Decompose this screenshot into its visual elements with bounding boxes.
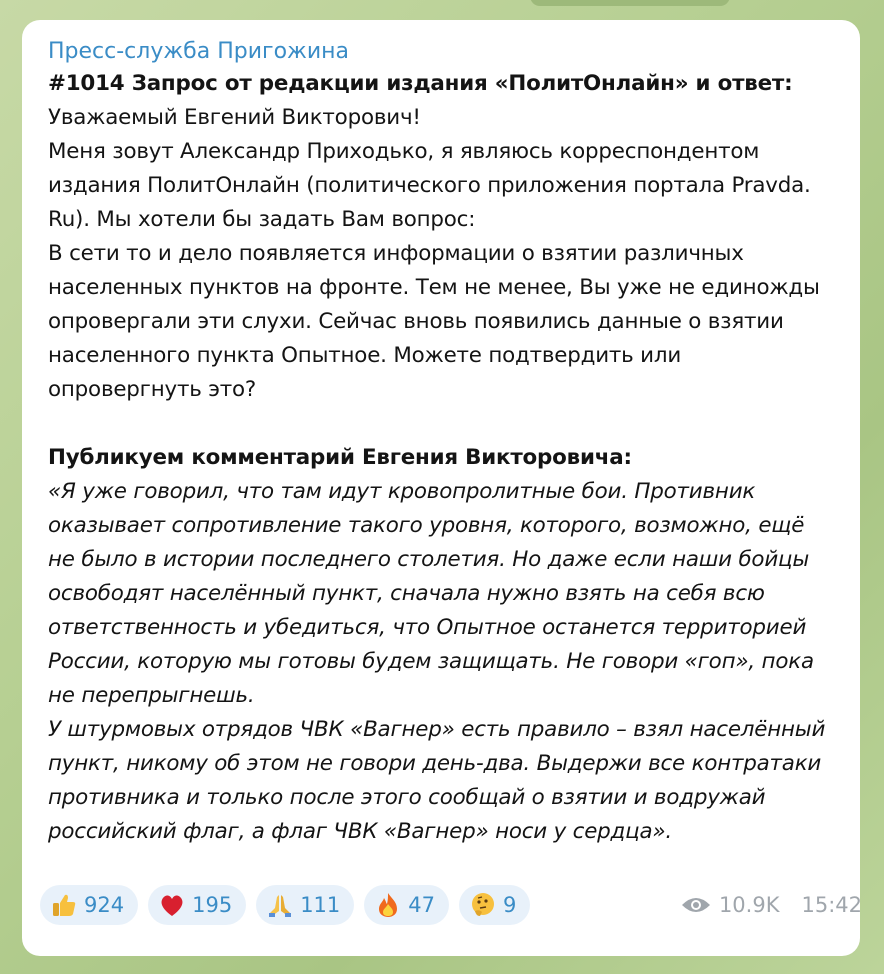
reaction-count: 111: [300, 893, 341, 917]
reaction-count: 47: [408, 893, 436, 917]
eye-icon: [681, 895, 711, 915]
message-bubble: [22, 20, 860, 956]
paragraph-spacer: [48, 407, 834, 441]
message-meta: [681, 893, 862, 917]
comment-heading: Публикуем комментарий Евгения Викторовича:: [48, 445, 632, 470]
channel-name[interactable]: Пресс-служба Пригожина: [48, 39, 350, 64]
reaction-thumbs-up[interactable]: [40, 885, 138, 925]
reaction-praying-hands[interactable]: [256, 885, 354, 925]
praying-hands-icon: [266, 891, 294, 919]
post-question: В сети то и дело появляется информации о взятии различных населенных пунктов на фронте. Тем не менее, Вы уже не единожды опровергали эти слухи. Сейчас вновь появились данные о взятии населенного пункта Опытное. Можете подтвердить или опровергнуть это?: [48, 241, 820, 402]
view-count: 10.9K: [718, 893, 780, 917]
thinking-face-icon: [469, 891, 497, 919]
post-greeting: Уважаемый Евгений Викторович!: [48, 105, 421, 130]
message-time: 15:42: [801, 893, 862, 917]
reaction-count: 195: [192, 893, 233, 917]
fire-icon: [374, 891, 402, 919]
reaction-heart[interactable]: [148, 885, 246, 925]
post-intro: Меня зовут Александр Приходько, я являюсь корреспондентом издания ПолитОнлайн (политического приложения портала Pravda. Ru). Мы хотели бы задать Вам вопрос:: [48, 139, 811, 232]
comment-quote-2: У штурмовых отрядов ЧВК «Вагнер» есть правило – взял населённый пункт, никому об этом не говори день-два. Выдержи все контратаки противника и только после этого сообщай о взятии и водружай российский флаг, а флаг ЧВК «Вагнер» носи у сердца».: [48, 717, 826, 844]
reaction-count: 9: [503, 893, 517, 917]
comment-quote-1: «Я уже говорил, что там идут кровопролитные бои. Противник оказывает сопротивление такого уровня, которого, возможно, ещё не было в истории последнего столетия. Но даже если наши бойцы освободят населённый пункт, сначала нужно взять на себя всю ответственность и убедиться, что Опытное останется территорией России, которую мы готовы будем защищать. Не говори «гоп», пока не перепрыгнешь.: [48, 479, 814, 708]
reaction-thinking[interactable]: [459, 885, 530, 925]
thumbs-up-icon: [50, 891, 78, 919]
message-footer: [40, 882, 862, 928]
reaction-count: 924: [84, 893, 125, 917]
reaction-fire[interactable]: [364, 885, 449, 925]
post-heading: #1014 Запрос от редакции издания «ПолитОнлайн» и ответ:: [48, 71, 793, 96]
top-date-pill: [530, 0, 730, 6]
heart-icon: [158, 891, 186, 919]
